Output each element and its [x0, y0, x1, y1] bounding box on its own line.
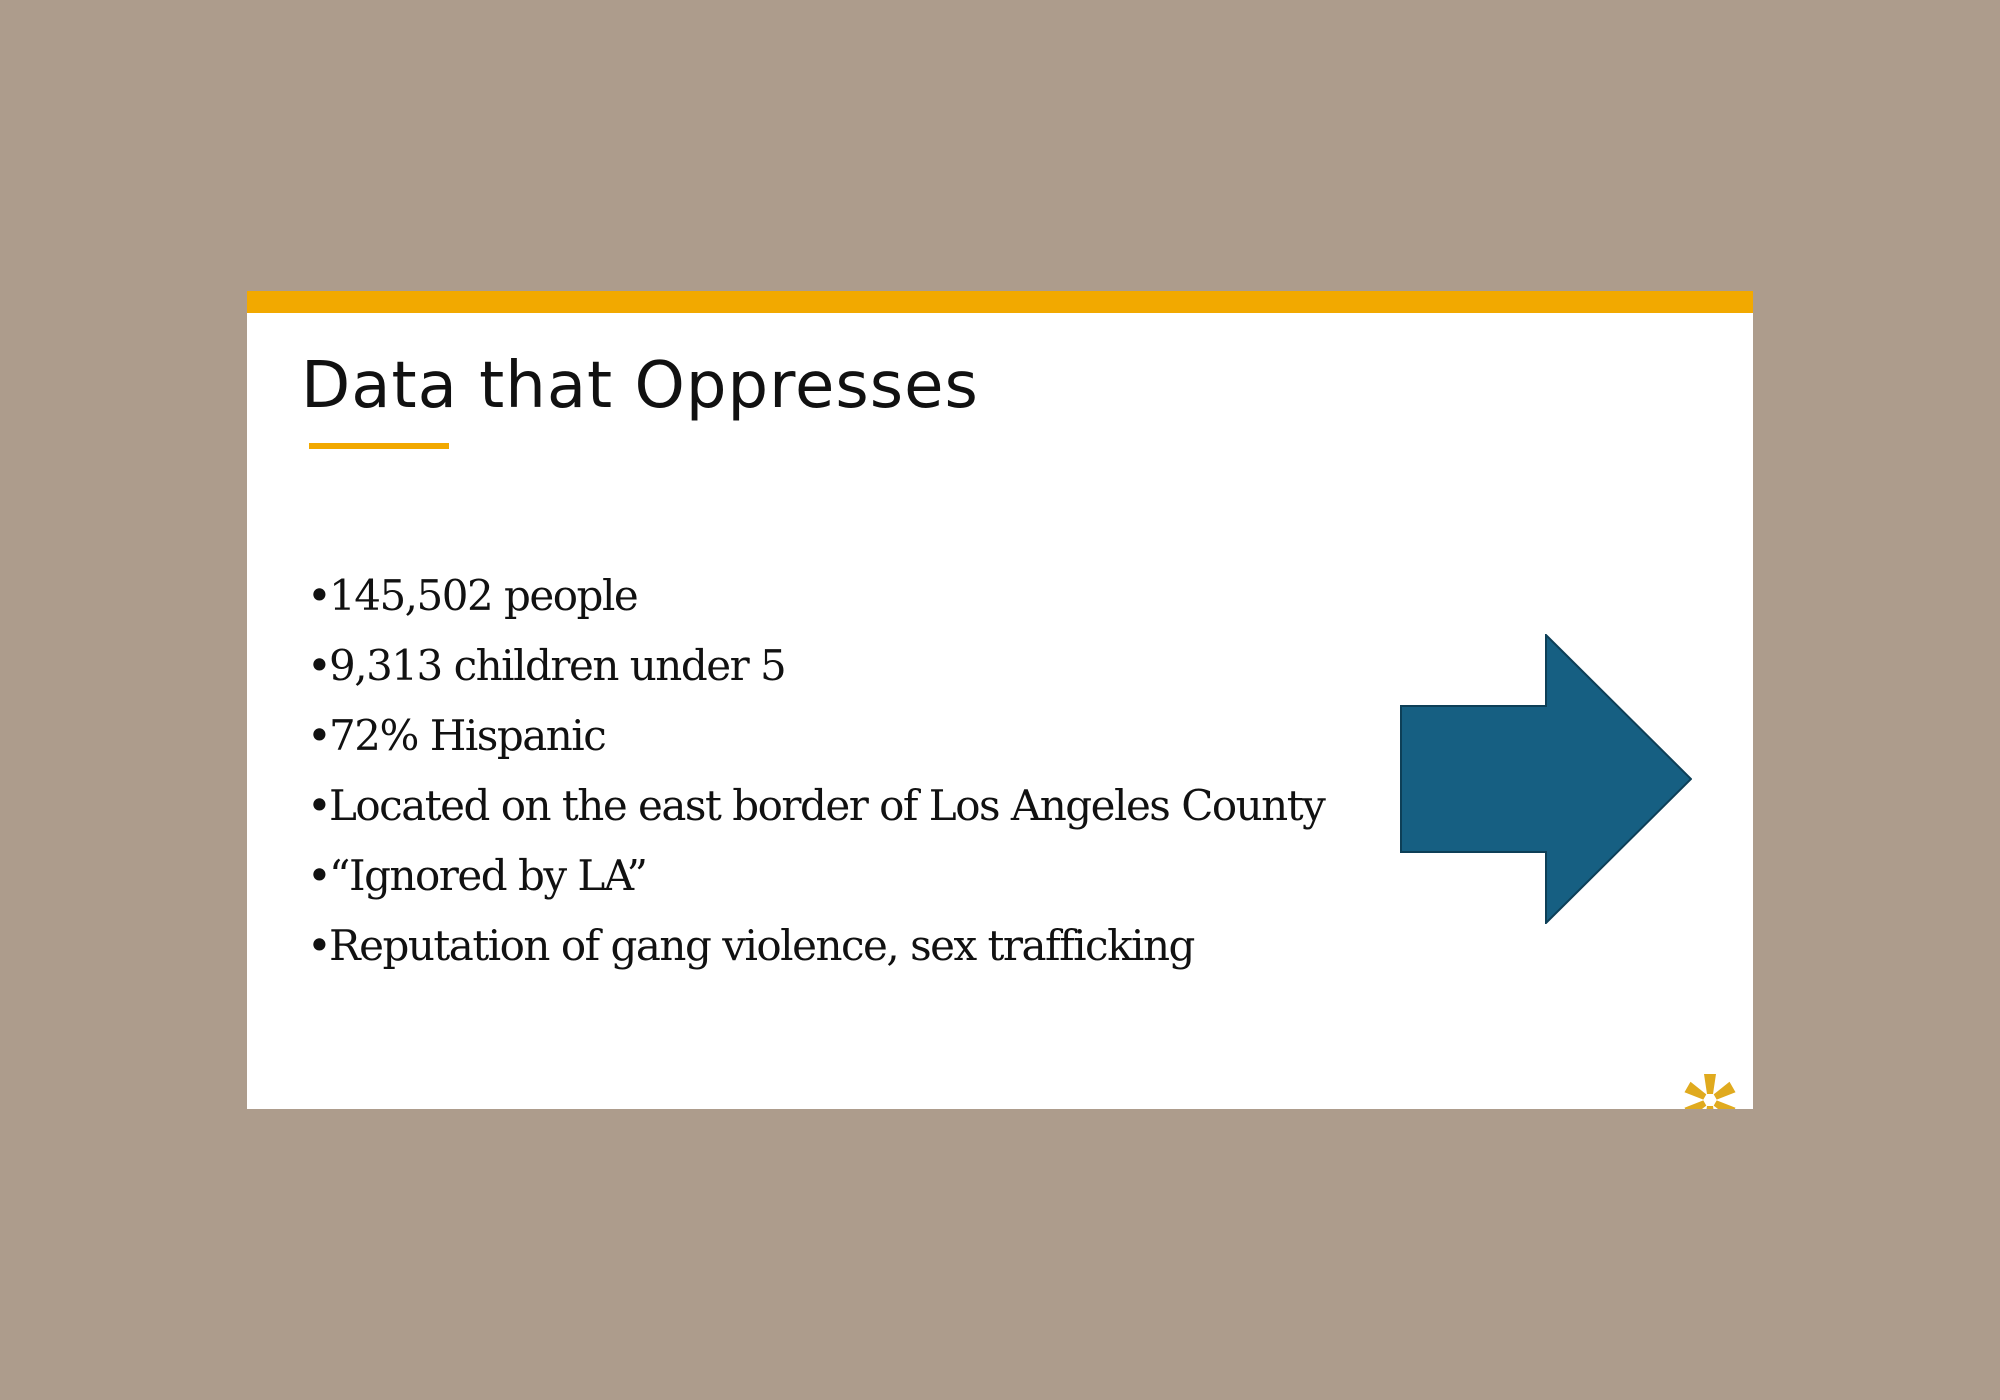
slide-title: Data that Oppresses: [301, 349, 979, 423]
bullet-text: 9,313 children under 5: [329, 641, 786, 690]
bullet-marker: •: [307, 851, 331, 900]
right-arrow-icon: [1400, 634, 1692, 924]
bullet-item: [307, 701, 1324, 771]
flower-logo-icon: [1682, 1072, 1738, 1109]
bullet-item: [307, 561, 1324, 631]
bullet-text: Located on the east border of Los Angeles County: [329, 781, 1325, 830]
title-underline: [309, 443, 449, 449]
accent-top-bar: [247, 291, 1753, 313]
bullet-text: Reputation of gang violence, sex trafficking: [329, 921, 1194, 970]
bullet-marker: •: [307, 711, 331, 760]
bullet-marker: •: [307, 641, 331, 690]
bullet-item: [307, 631, 1324, 701]
bullet-marker: •: [307, 921, 331, 970]
bullet-text: 72% Hispanic: [329, 711, 606, 760]
bullet-text: “Ignored by LA”: [329, 851, 647, 900]
bullet-item: [307, 911, 1324, 981]
bullet-item: [307, 841, 1324, 911]
bullet-list: [307, 561, 1324, 981]
bullet-marker: •: [307, 571, 331, 620]
bullet-item: [307, 771, 1324, 841]
bullet-marker: •: [307, 781, 331, 830]
slide: [247, 291, 1753, 1109]
bullet-text: 145,502 people: [329, 571, 638, 620]
